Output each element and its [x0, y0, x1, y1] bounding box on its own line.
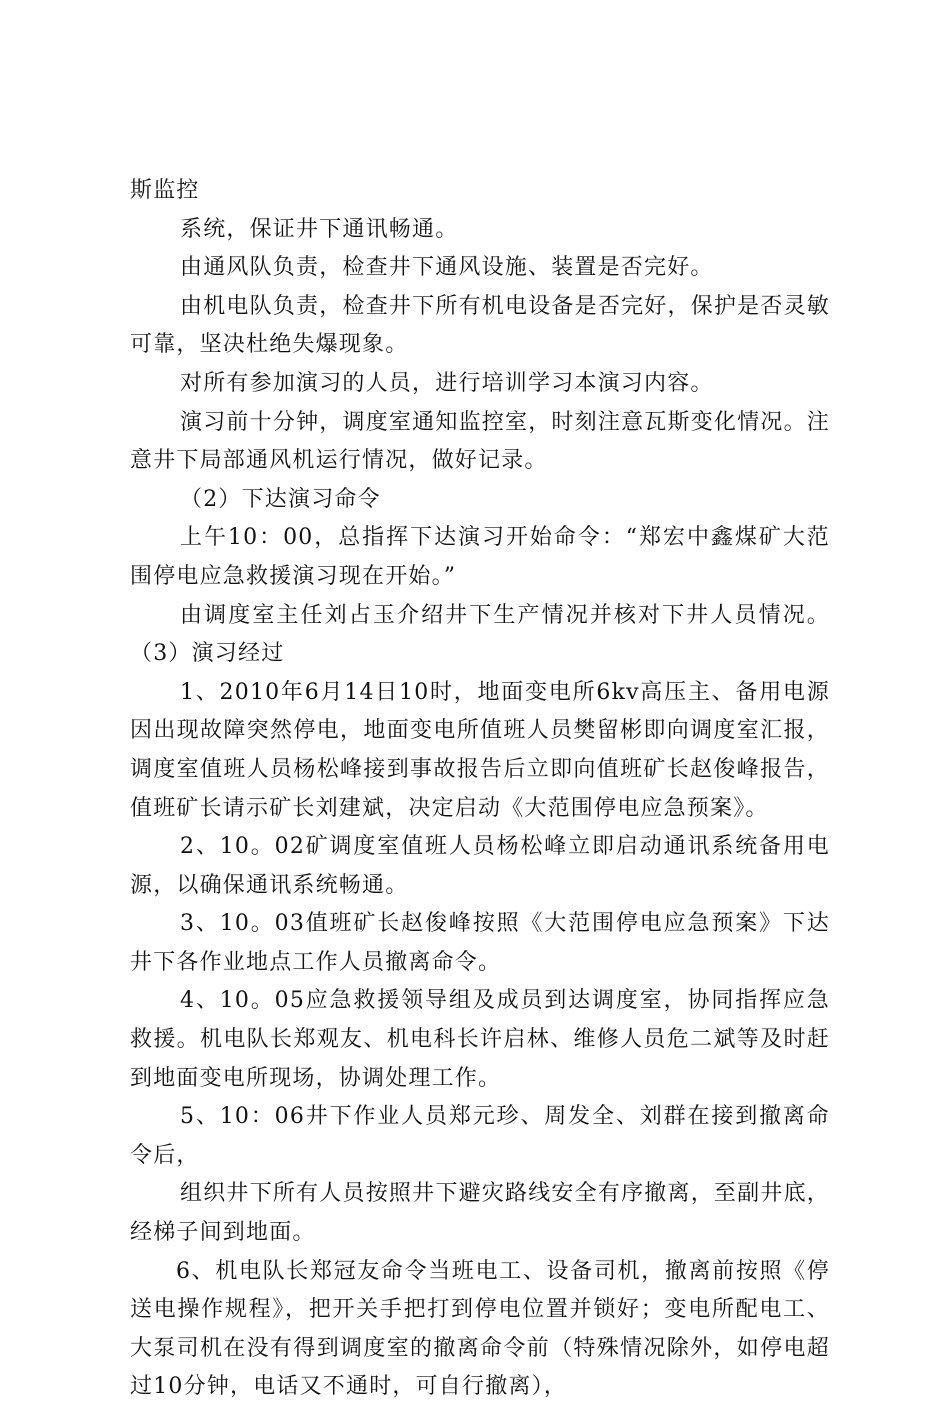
- list-item: 1、2010年6月14日10时，地面变电所6kv高压主、备用电源因出现故障突然停电，地面变电所值班人员樊留彬即向调度室汇报，调度室值班人员杨松峰接到事故报告后立即向值班矿长赵俊峰报告，值班矿长请示矿长刘建斌，决定启动《大范围停电应急预案》。: [130, 679, 830, 821]
- document-body: [130, 172, 830, 1407]
- list-item: 2、10。02矿调度室值班人员杨松峰立即启动通讯系统备用电源，以确保通讯系统畅通。: [130, 834, 830, 898]
- paragraph: 由调度室主任刘占玉介绍井下生产情况并核对下井人员情况。（3）演习经过: [130, 602, 830, 667]
- paragraph: 由通风队负责，检查井下通风设施、装置是否完好。: [180, 255, 714, 281]
- paragraph: 由机电队负责，检查井下所有机电设备是否完好，保护是否灵敏可靠，坚决杜绝失爆现象。: [130, 293, 830, 358]
- list-item: 6、机电队长郑冠友命令当班电工、设备司机，撤离前按照《停送电操作规程》，把开关手把打到停电位置并锁好；变电所配电工、大泵司机在没有得到调度室的撤离命令前（特殊情况除外，如停电超过10分钟，电话又不通时，可自行撤离），: [130, 1258, 830, 1400]
- paragraph: 上午10：00，总指挥下达演习开始命令：“郑宏中鑫煤矿大范围停电应急救援演习现在开始。”: [130, 525, 830, 589]
- paragraph: 组织井下所有人员按照井下避灾路线安全有序撤离，至副井底，经梯子间到地面。: [130, 1181, 830, 1246]
- list-item: 4、10。05应急救援领导组及成员到达调度室，协同指挥应急救援。机电队长郑观友、机电科长许启林、维修人员危二斌等及时赶到地面变电所现场，协调处理工作。: [130, 988, 830, 1091]
- paragraph: 对所有参加演习的人员，进行培训学习本演习内容。: [180, 370, 714, 396]
- list-item: 3、10。03值班矿长赵俊峰按照《大范围停电应急预案》下达井下各作业地点工作人员撤离命令。: [130, 911, 830, 975]
- paragraph: 系统，保证井下通讯畅通。: [180, 216, 459, 242]
- list-item: 5、10：06井下作业人员郑元珍、周发全、刘群在接到撤离命令后，: [130, 1104, 830, 1168]
- paragraph: 演习前十分钟，调度室通知监控室，时刻注意瓦斯变化情况。注意井下局部通风机运行情况，做好记录。: [130, 409, 830, 474]
- paragraph: 斯监控: [130, 178, 200, 203]
- section-heading: （2）下达演习命令: [180, 486, 381, 512]
